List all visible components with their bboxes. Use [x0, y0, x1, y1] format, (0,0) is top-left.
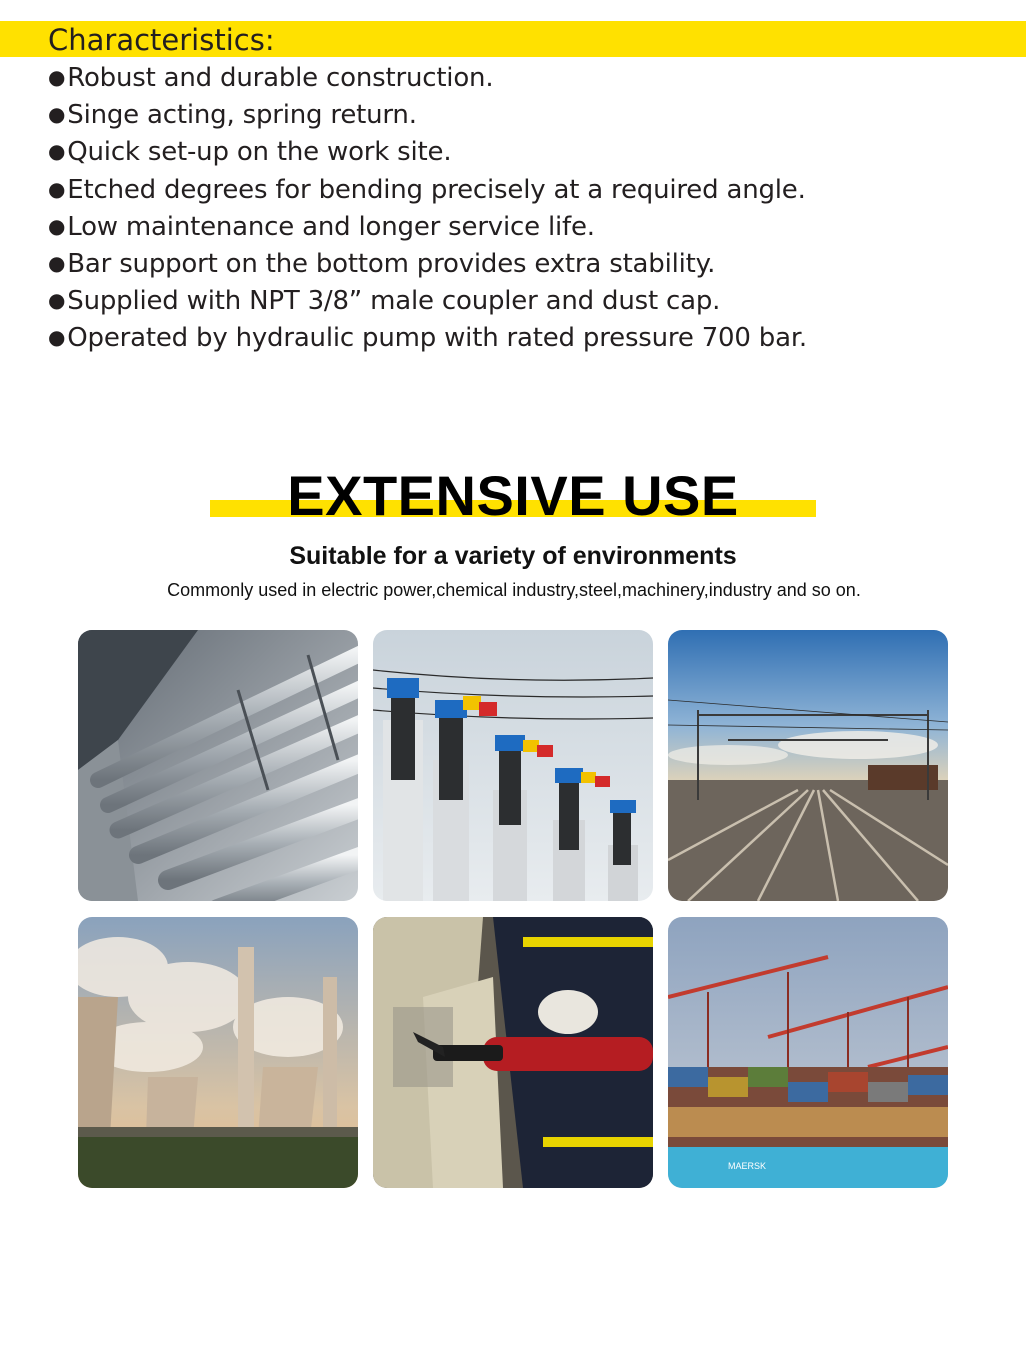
bullet-icon: ●	[48, 65, 66, 89]
bullet-icon: ●	[48, 251, 66, 276]
extensive-use-heading: EXTENSIVE USE	[287, 464, 739, 527]
cooling-towers-image	[78, 917, 358, 1188]
bullet-icon: ●	[48, 139, 66, 164]
ship-hull-text: MAERSK	[728, 1161, 767, 1171]
list-item: ●Etched degrees for bending precisely at a required angle.	[48, 174, 806, 205]
characteristics-heading: Characteristics:	[48, 23, 275, 57]
electrical-insulators-image	[373, 630, 653, 901]
container-port-image	[668, 917, 948, 1188]
electrical-insulators-photo	[373, 630, 653, 901]
list-item: ●Singe acting, spring return.	[48, 100, 417, 131]
list-item: ●Supplied with NPT 3/8” male coupler and dust cap.	[48, 286, 721, 317]
list-item: ●Operated by hydraulic pump with rated pressure 700 bar.	[48, 323, 807, 354]
bullet-icon: ●	[48, 325, 66, 350]
bullet-icon: ●	[48, 213, 66, 238]
list-item: ●Bar support on the bottom provides extra stability.	[48, 249, 716, 280]
characteristics-list	[48, 60, 807, 358]
list-item: ●Low maintenance and longer service life.	[48, 211, 595, 242]
extensive-use-subtitle: Suitable for a variety of environments	[289, 542, 737, 570]
extensive-use-description: Commonly used in electric power,chemical industry,steel,machinery,industry and so on.	[167, 580, 861, 600]
rescue-cutter-image	[373, 917, 653, 1188]
bullet-icon: ●	[48, 288, 66, 313]
bullet-icon: ●	[48, 176, 66, 201]
steel-pipes-photo	[78, 630, 358, 901]
railway-tracks-image	[668, 630, 948, 901]
rescue-cutter-photo	[373, 917, 653, 1188]
list-item: ●Robust and durable construction.	[48, 63, 494, 93]
container-port-photo	[668, 917, 948, 1188]
steel-pipes-image	[78, 630, 358, 901]
railway-tracks-photo	[668, 630, 948, 901]
bullet-icon: ●	[48, 102, 66, 127]
cooling-towers-photo	[78, 917, 358, 1188]
list-item: ●Quick set-up on the work site.	[48, 137, 452, 168]
